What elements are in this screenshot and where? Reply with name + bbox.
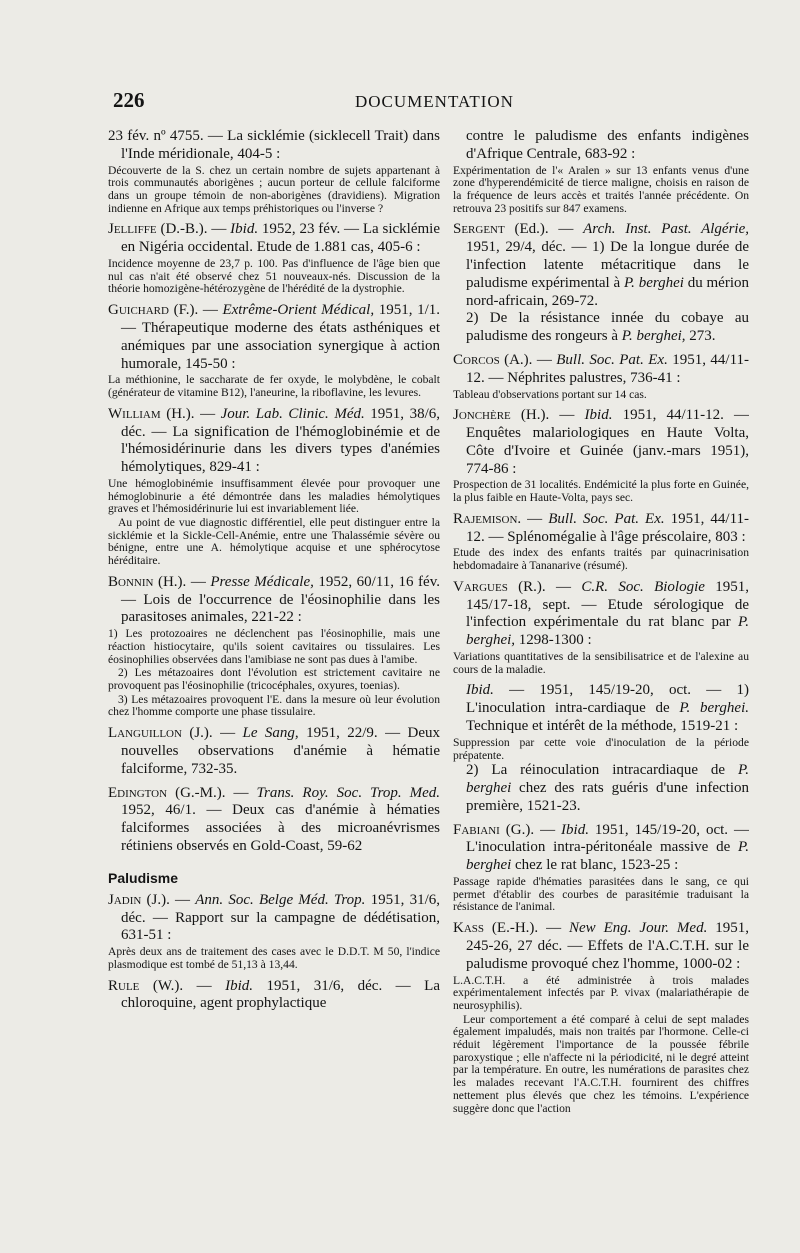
bibliography-entry (108, 785, 440, 856)
entry-abstract: Une hémoglobinémie insuffisamment élevée pour provoquer une hémoglobinurie a été démontrée dans les maladies hémolytiques graves et l'hémosidérinurie lui est invariablement liée. (108, 476, 440, 516)
entry-abstract: Après deux ans de traitement des cases avec le D.D.T. M 50, l'indice plasmodique est tombé de 51,13 à 13,44. (108, 945, 440, 971)
bibliography-entry (108, 128, 440, 215)
entry-citation: Bonnin (H.). — Presse Médicale, 1952, 60/11, 16 fév. — Lois de l'occurrence de l'éosinophilie dans les parasitoses animales, 221-22 : (108, 573, 440, 626)
bibliography-entry (453, 352, 749, 401)
entry-citation-continued: 2) La réinoculation intracardiaque de P. berghei chez des rats guéris d'une infection première, 1521-23. (466, 762, 749, 814)
entry-citation: Rule (W.). — Ibid. 1951, 31/6, déc. — La chloroquine, agent prophylactique (108, 977, 440, 1012)
running-head: DOCUMENTATION (355, 92, 514, 111)
bibliography-entry (108, 725, 440, 778)
entry-abstract: Expérimentation de l'« Aralen » sur 13 enfants venus d'une zone d'hyperendémicité de tierce maligne, choisis en raison de la fréquence de leurs accès et traités l'année précédente. On retrouva 23 positifs sur 847 examens. (453, 163, 749, 215)
entry-citation: Sergent (Ed.). — Arch. Inst. Past. Algérie, 1951, 29/4, déc. — 1) De la longue durée de l'infection latente métacritique dans le paludisme expérimental à P. berghei du mérion nord-africain, 269-72. (453, 221, 749, 309)
entry-citation-continued: 2) De la résistance innée du cobaye au paludisme des rongeurs à P. berghei, 273. (466, 310, 749, 345)
bibliography-entry (453, 682, 749, 815)
entry-abstract: 2) Les métazoaires dont l'évolution est strictement cavitaire ne provoquent pas l'éosinophilie (tricocéphales, oxyures, toenias). (108, 666, 440, 693)
bibliography-entry (108, 978, 440, 1014)
entry-citation: Edington (G.-M.). — Trans. Roy. Soc. Trop. Med. 1952, 46/1. — Deux cas d'anémie à hématies falciformes associées à des microanévrismes rétiniens observés en Gold-Coast, 59-62 (108, 784, 440, 854)
bibliography-entry (108, 892, 440, 972)
bibliography-entry (453, 511, 749, 573)
bibliography-entry (108, 302, 440, 400)
bibliography-entry (453, 579, 749, 677)
bibliography-entry (453, 822, 749, 915)
bibliography-entry (108, 406, 440, 568)
bibliography-entry (108, 574, 440, 719)
entry-citation: Kass (E.-H.). — New Eng. Jour. Med. 1951, 245-26, 27 déc. — Effets de l'A.C.T.H. sur le paludisme provoqué chez l'homme, 1000-02 : (453, 920, 749, 972)
entry-abstract: Suppression par cette voie d'inoculation de la période prépatente. (453, 735, 749, 762)
bibliography-entry (453, 221, 749, 346)
entry-citation: Rajemison. — Bull. Soc. Pat. Ex. 1951, 44/11-12. — Splénomégalie à l'âge préscolaire, 803 : (453, 510, 749, 545)
page-header (113, 88, 740, 118)
entry-citation: Jadin (J.). — Ann. Soc. Belge Méd. Trop. 1951, 31/6, déc. — Rapport sur la campagne de dédétisation, 631-51 : (108, 891, 440, 944)
bibliography-entry (453, 407, 749, 505)
bibliography-entry (453, 128, 749, 215)
entry-abstract: Découverte de la S. chez un certain nombre de sujets appartenant à trois communautés aborigènes ; aucun porteur de cellule falciforme dans un groupe témoin de non-aborigènes (dravidiens). Migration indienne en Afrique aux temps préhistoriques ou l'inverse ? (108, 163, 440, 215)
left-column (108, 128, 440, 1248)
entry-citation: Ibid. — 1951, 145/19-20, oct. — 1) L'inoculation intra-cardiaque de P. berghei. Technique et intérêt de la méthode, 1519-21 : (466, 682, 749, 735)
entry-abstract: Etude des index des enfants traités par quinacrinisation hebdomadaire à Tananarive (résumé). (453, 546, 749, 573)
entry-abstract: Au point de vue diagnostic différentiel, elle peut distinguer entre la sicklémie et la Sickle-Cell-Anémie, entre une Thalassémie sévère ou bénigne, entre une A. hémolytique acquise et une sphérocytose héréditaire. (108, 516, 440, 568)
entry-abstract: La méthionine, le saccharate de fer oxyde, le molybdène, le cobalt (générateur de vitamine B12), l'aneurine, la riboflavine, les levures. (108, 373, 440, 399)
entry-abstract: 1) Les protozoaires ne déclenchent pas l'éosinophilie, mais une réaction histiocytaire, qu'ils soient cavitaires ou tissulaires. Les éosinophilies observées dans l'amibiase ne sont pas dues à l'amibe. (108, 627, 440, 666)
entry-abstract: Incidence moyenne de 23,7 p. 100. Pas d'influence de l'âge bien que nul cas n'ait été observé chez 51 nouveaux-nés. Discussion de la théorie homozigène-hétérozygène de l'hérédité de la dystrophie. (108, 257, 440, 296)
entry-citation: Corcos (A.). — Bull. Soc. Pat. Ex. 1951, 44/11-12. — Néphrites palustres, 736-41 : (453, 351, 749, 386)
entry-citation: Vargues (R.). — C.R. Soc. Biologie 1951, 145/17-18, sept. — Etude sérologique de l'infection expérimentale du rat blanc par P. berghei, 1298-1300 : (453, 578, 749, 649)
entry-abstract: 3) Les métazoaires provoquent l'E. dans la mesure où leur évolution chez l'homme comporte une phase tissulaire. (108, 692, 440, 719)
entry-abstract: Variations quantitatives de la sensibilisatrice et de l'alexine au cours de la maladie. (453, 650, 749, 676)
entry-citation: Guichard (F.). — Extrême-Orient Médical, 1951, 1/1. — Thérapeutique moderne des états asthéniques et anémiques par une association synergique à action humorale, 145-50 : (108, 302, 440, 372)
bibliography-entry (453, 920, 749, 1115)
entry-abstract: Leur comportement a été comparé à celui de sept malades également impaludés, mais non traités par l'hormone. Celle-ci réduit légèrement l'importance de la poussée fébrile paroxystique ; elle n'affecte ni la périodicité, ni le degré atteint par la température. En outre, les numérations de parasites chez les malades recevant l'A.C.T.H. fournirent des chiffres nettement plus élevés que chez les témoins. L'expérience suggère donc que l'action (453, 1012, 749, 1115)
entry-citation: Jelliffe (D.-B.). — Ibid. 1952, 23 fév. — La sicklémie en Nigéria occidental. Etude de 1.881 cas, 405-6 : (108, 221, 440, 256)
bibliography-entry (108, 221, 440, 296)
entry-citation: William (H.). — Jour. Lab. Clinic. Méd. 1951, 38/6, déc. — La signification de l'hémoglobinémie et de l'hémosidérinurie dans les divers types d'anémies hémolytiques, 829-41 : (108, 405, 440, 476)
entry-abstract: Tableau d'observations portant sur 14 cas. (453, 387, 647, 401)
entry-citation: contre le paludisme des enfants indigènes d'Afrique Centrale, 683-92 : (466, 128, 749, 162)
entry-abstract: Passage rapide d'hématies parasitées dans le sang, ce qui permet d'établir des courbes de parasitémie traduisant la résistance de l'animal. (453, 875, 749, 914)
entry-citation: Fabiani (G.). — Ibid. 1951, 145/19-20, oct. — L'inoculation intra-péritonéale massive de P. berghei chez le rat blanc, 1523-25 : (453, 821, 749, 874)
section-heading: Paludisme (108, 869, 179, 886)
entry-citation: Jonchère (H.). — Ibid. 1951, 44/11-12. — Enquêtes malariologiques en Haute Volta, Côte d'Ivoire et Guinée (janv.-mars 1951), 774-86 : (453, 407, 749, 477)
entry-citation: 23 fév. nº 4755. — La sicklémie (sicklecell Trait) dans l'Inde méridionale, 404-5 : (108, 128, 440, 162)
entry-abstract: Prospection de 31 localités. Endémicité la plus forte en Guinée, la plus faible en Haute-Volta, pays sec. (453, 478, 749, 505)
entry-citation: Languillon (J.). — Le Sang, 1951, 22/9. — Deux nouvelles observations d'anémie à hématie falciforme, 732-35. (108, 725, 440, 777)
page-number: 226 (113, 88, 145, 112)
entry-abstract: L.A.C.T.H. a été administrée à trois malades expérimentalement infectés par P. vivax (malariathérapie de neurosyphilis). (453, 973, 749, 1012)
right-column (453, 128, 749, 1248)
